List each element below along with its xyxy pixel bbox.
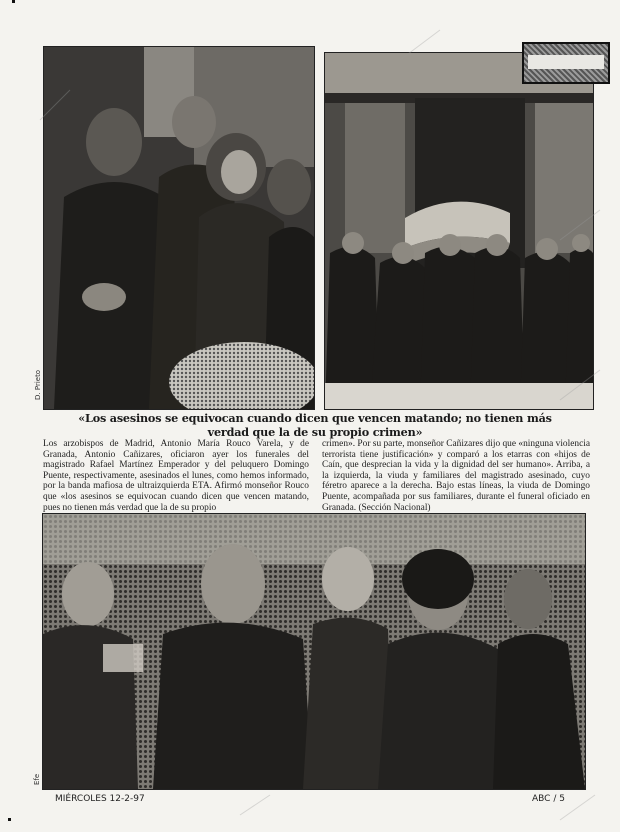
scan-mark	[8, 818, 11, 821]
body-text-left: Los arzobispos de Madrid, Antonio María Rouco Varela, y de Granada, Antonio Cañizares, oficiaron ayer los funerales del magistrado Rafael Martínez Emperador y del peluquero Domingo Puente, respectivamente, asesinados el lunes, como hemos informado, por la banda mafiosa de ultraizquierda ETA. Afirmó monseñor Rouco que «los asesinos se equivocan cuando dicen que vencen matando, pues no tienen más verdad que la de su propio	[43, 439, 309, 513]
section-tag	[522, 42, 610, 84]
headline-line-2: verdad que la de su propio crimen»	[207, 425, 423, 439]
section-tag-label	[528, 55, 604, 69]
photo-credit: Efe	[33, 773, 41, 785]
photo-credit: D. Prieto	[34, 369, 42, 400]
photo-family-mourners	[43, 46, 315, 410]
footer-date: MIÉRCOLES 12-2-97	[55, 794, 145, 804]
scan-mark	[12, 0, 15, 3]
footer-page-number: ABC / 5	[532, 794, 565, 804]
body-text-right: crimen». Por su parte, monseñor Cañizares dijo que «ninguna violencia terrorista tiene justificación» y comparó a los etarras con «hijos de Caín, que desprecian la vida y la dignidad del ser humano». Arriba, a la izquierda, la viuda y familiares del magistrado asesinado, cuyo féretro aparece a la derecha. Bajo estas líneas, la viuda de Domingo Puente, acompañada por sus familiares, durante el funeral oficiado en Granada. (Sección Nacional)	[322, 439, 590, 513]
photo-coffin-procession	[324, 52, 594, 410]
headline-line-1: «Los asesinos se equivocan cuando dicen que vencen matando; no tienen más	[78, 411, 552, 425]
headline	[60, 411, 570, 439]
photo-widow-granada	[42, 513, 586, 790]
